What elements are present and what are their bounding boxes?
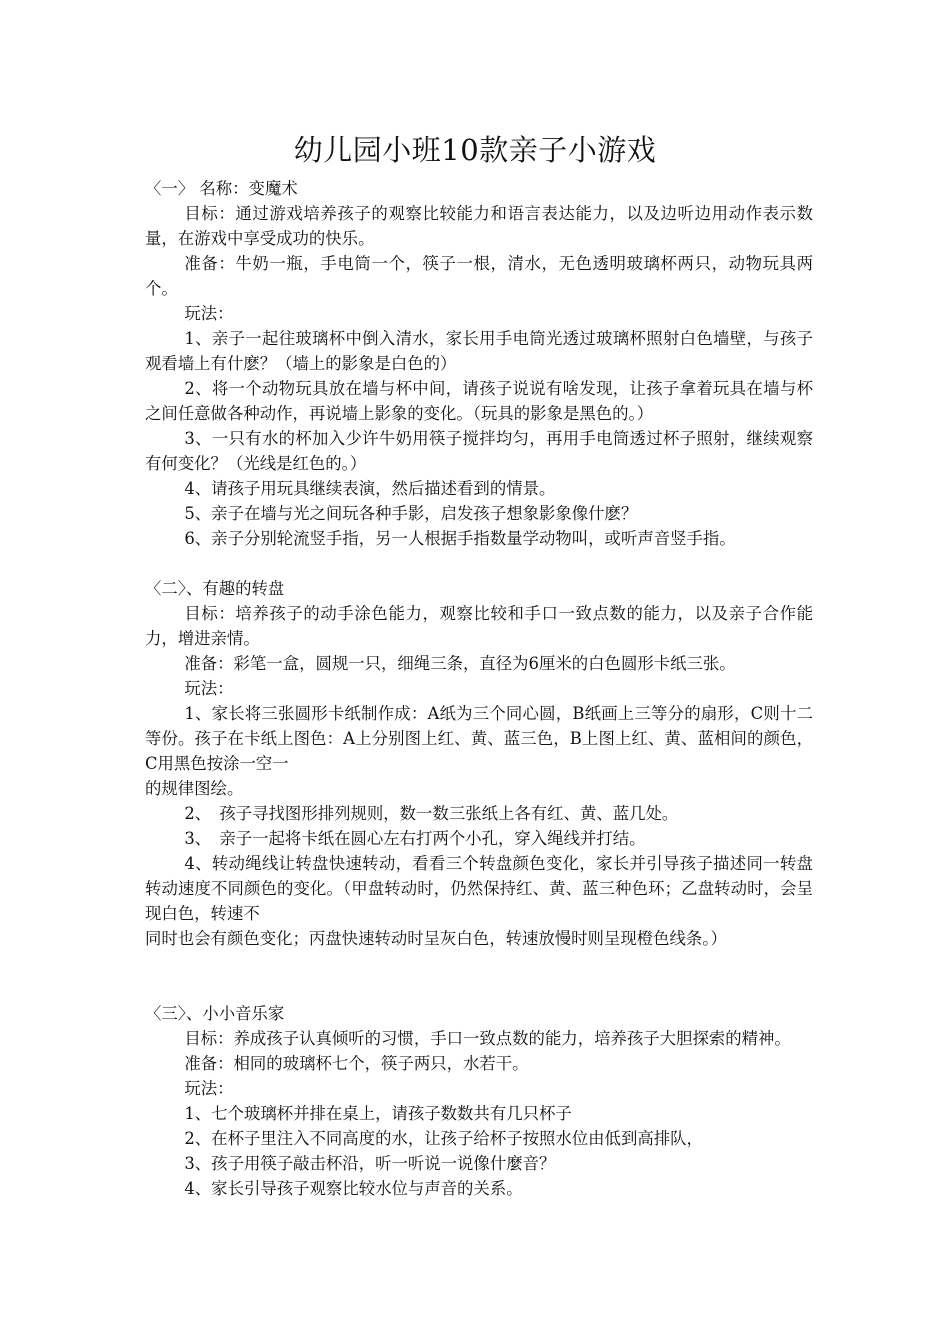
section-heading: 〈二〉、有趣的转盘 xyxy=(145,579,285,598)
section-play-label: 玩法： xyxy=(184,1079,234,1098)
document-body xyxy=(145,176,813,1201)
section-spinning-disk xyxy=(145,576,813,951)
section-goal: 目标：养成孩子认真倾听的习惯，手口一致点数的能力，培养孩子大胆探索的精神。 xyxy=(184,1029,791,1048)
step-item-continuation: 同时也会有颜色变化；丙盘快速转动时呈灰白色，转速放慢时则呈现橙色线条。） xyxy=(145,929,727,948)
step-item: 2、在杯子里注入不同高度的水，让孩子给杯子按照水位由低到高排队， xyxy=(184,1129,703,1148)
section-play-label: 玩法： xyxy=(184,304,234,323)
step-item: 3、一只有水的杯加入少许牛奶用筷子搅拌均匀，再用手电筒透过杯子照射，继续观察有何变化？（光线是红色的。） xyxy=(145,429,813,473)
step-item: 4、请孩子用玩具继续表演，然后描述看到的情景。 xyxy=(184,479,556,498)
section-goal: 目标：培养孩子的动手涂色能力，观察比较和手口一致点数的能力，以及亲子合作能力，增进亲情。 xyxy=(145,604,813,648)
section-spacer xyxy=(145,551,813,576)
section-prep: 准备：彩笔一盒，圆规一只，细绳三条，直径为6厘米的白色圆形卡纸三张。 xyxy=(184,654,736,673)
step-item: 3、 亲子一起将卡纸在圆心左右打两个小孔，穿入绳线并打结。 xyxy=(184,829,646,848)
section-heading: 〈三〉、小小音乐家 xyxy=(145,1004,285,1023)
section-goal: 目标：通过游戏培养孩子的观察比较能力和语言表达能力，以及边听边用动作表示数量，在游戏中享受成功的快乐。 xyxy=(145,204,813,248)
step-item: 1、亲子一起往玻璃杯中倒入清水，家长用手电筒光透过玻璃杯照射白色墙壁，与孩子观看墙上有什麽？（墙上的影象是白色的） xyxy=(145,329,813,373)
section-play-label: 玩法： xyxy=(184,679,234,698)
section-spacer xyxy=(145,951,813,1001)
section-magic-trick xyxy=(145,176,813,551)
step-item: 6、亲子分别轮流竖手指，另一人根据手指数量学动物叫，或听声音竖手指。 xyxy=(184,529,736,548)
step-item: 4、转动绳线让转盘快速转动，看看三个转盘颜色变化，家长并引导孩子描述同一转盘转动速度不同颜色的变化。（甲盘转动时，仍然保持红、黄、蓝三种色环；乙盘转动时，会呈现白色，转速不 xyxy=(145,854,813,923)
step-item: 2、将一个动物玩具放在墙与杯中间，请孩子说说有啥发现，让孩子拿着玩具在墙与杯之间任意做各种动作，再说墙上影象的变化。（玩具的影象是黑色的。） xyxy=(145,379,813,423)
step-item: 3、孩子用筷子敲击杯沿，听一听说一说像什麼音？ xyxy=(184,1154,556,1173)
section-little-musician xyxy=(145,1001,813,1201)
step-item-continuation: 的规律图绘。 xyxy=(145,779,244,798)
section-prep: 准备：牛奶一瓶，手电筒一个，筷子一根，清水，无色透明玻璃杯两只，动物玩具两个。 xyxy=(145,254,813,298)
section-prep: 准备：相同的玻璃杯七个，筷子两只，水若干。 xyxy=(184,1054,529,1073)
step-item: 1、七个玻璃杯并排在桌上，请孩子数数共有几只杯子 xyxy=(184,1104,572,1123)
step-item: 5、亲子在墙与光之间玩各种手影，启发孩子想象影象像什麽？ xyxy=(184,504,638,523)
step-item: 1、家长将三张圆形卡纸制作成：A纸为三个同心圆，B纸画上三等分的扇形，C则十二等份。孩子在卡纸上图色：A上分别图上红、黄、蓝三色，B上图上红、黄、蓝相间的颜色，C用黑色按涂一空一 xyxy=(145,704,813,773)
page-title: 幼儿园小班10款亲子小游戏 xyxy=(293,133,657,167)
section-heading: 〈一〉 名称：变魔术 xyxy=(145,179,298,198)
step-item: 2、 孩子寻找图形排列规则，数一数三张纸上各有红、黄、蓝几处。 xyxy=(184,804,679,823)
step-item: 4、家长引导孩子观察比较水位与声音的关系。 xyxy=(184,1179,523,1198)
